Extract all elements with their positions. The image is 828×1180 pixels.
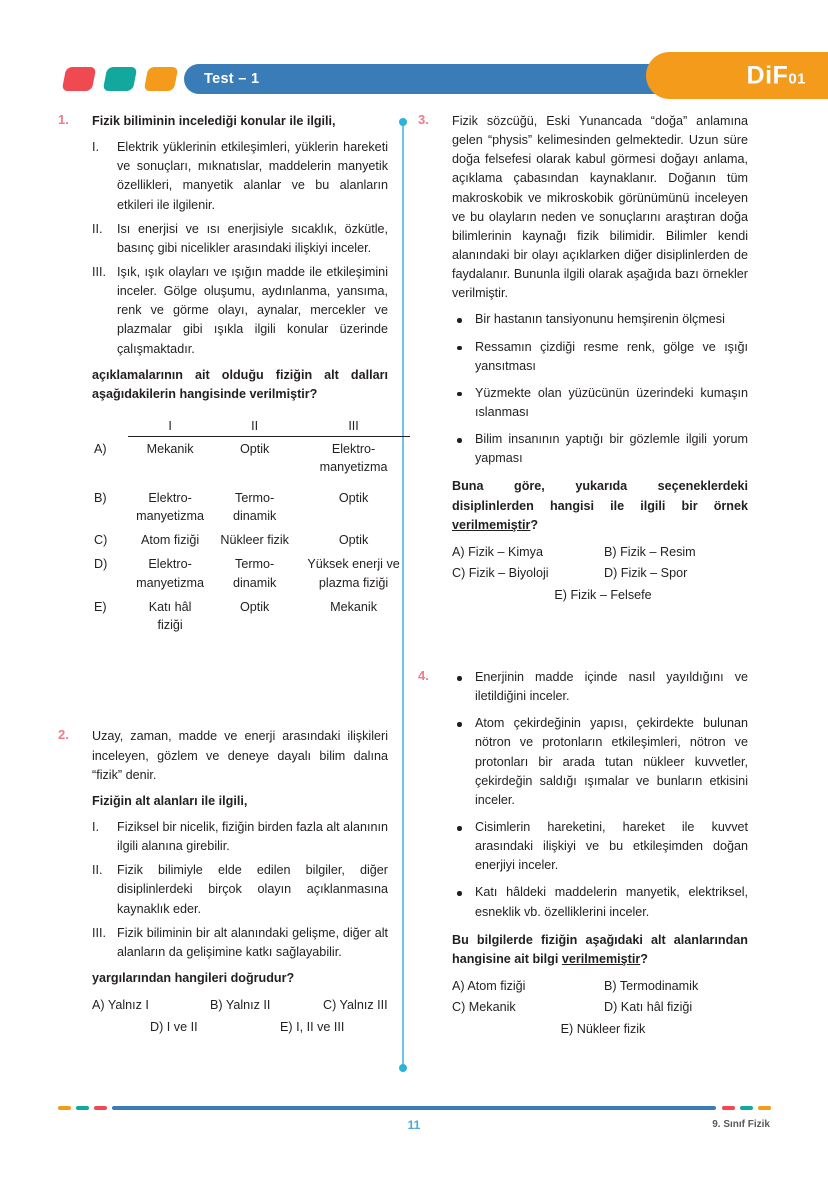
question-1-roman-list — [92, 138, 388, 359]
table-row[interactable] — [92, 437, 410, 480]
option-e[interactable]: E) Nükleer fizik — [560, 1021, 646, 1036]
roman-text: Fiziksel bir nicelik, fiziğin birden fazla alt alanının ilgili alanına girebilir. — [117, 820, 388, 854]
option-label: C) — [94, 533, 108, 548]
roman-item — [92, 138, 388, 215]
question-4-prompt-part-a: Bu bilgilerde fiziğin aşağıdaki alt alanlarından hangisine ait bilgi — [452, 932, 748, 966]
roman-mark: III. — [92, 264, 106, 279]
question-3-options — [452, 542, 748, 606]
question-3-prompt-part-b: ? — [530, 517, 539, 532]
question-2-prompt: yargılarından hangileri doğrudur? — [92, 971, 295, 986]
option-cell: Optik — [338, 533, 369, 548]
option-cell: Optik — [239, 442, 270, 457]
question-3-intro: Fizik sözcüğü, Eski Yunancada “doğa” anlamına gelen “physis” kelimesinden gelmektedir. Uzun süre doğa felsefesi olarak kabul görmesi doğayı anlama, açıklama çabasından kaynaklanır. Doğanın tüm makroskobik ve mikroskobik görünümünü inceleyen ve bu olayların neden ve sonuçlarını araştıran doğa bilimlerinin kaynağı fizik bilimidir. Bilimler kendi alanındaki bir olayı açıklarken diğer disiplinlerden de faydalanır. Bununla ilgili olarak aşağıda bazı örnekler verilmiştir. — [452, 114, 748, 301]
list-item: Enerjinin madde içinde nasıl yayıldığını ve iletildiğini inceler. — [452, 668, 748, 706]
brand-logo-main: DiF — [746, 61, 789, 89]
option-cell: Mekanik — [146, 442, 194, 457]
options-row — [452, 542, 748, 563]
option-e[interactable]: E) Fizik – Felsefe — [554, 587, 652, 602]
options-row — [452, 585, 748, 606]
question-2-lead: Fiziğin alt alanları ile ilgili, — [92, 793, 248, 808]
roman-text: Fizik biliminin bir alt alanındaki gelişme, diğer alt alanların da gelişimine katkı sağlayabilir. — [117, 925, 388, 959]
table-row[interactable] — [92, 552, 410, 595]
option-cell: Optik — [239, 599, 270, 614]
option-cell: Elektro- manyetizma — [136, 490, 205, 523]
question-1 — [58, 112, 400, 637]
option-d[interactable]: D) Katı hâl fiziği — [604, 1000, 693, 1015]
option-cell: Elektro- manyetizma — [319, 442, 388, 475]
list-item: Katı hâldeki maddelerin manyetik, elektriksel, esneklik vb. özelliklerini inceler. — [452, 883, 748, 921]
roman-item — [92, 220, 388, 258]
red-tag-icon — [62, 67, 97, 91]
question-3-number: 3. — [418, 112, 429, 127]
teal-tag-icon — [103, 67, 138, 91]
option-d[interactable]: D) I ve II — [150, 1019, 198, 1034]
roman-item — [92, 818, 388, 856]
question-2-intro: Uzay, zaman, madde ve enerji arasındaki ilişkileri inceleyen, gözlem ve deneye dayalı bilim dalına “fizik” denir. — [92, 729, 388, 782]
question-3 — [418, 112, 748, 606]
question-2-number: 2. — [58, 727, 69, 743]
option-cell: Termo- dinamik — [232, 557, 277, 590]
footer-dash-teal-left-icon — [76, 1106, 89, 1110]
footer-dash-red-left-icon — [94, 1106, 107, 1110]
footer-dash-orange-left-icon — [58, 1106, 71, 1110]
question-4-prompt — [452, 931, 748, 969]
option-d[interactable]: D) Fizik – Spor — [604, 566, 688, 581]
option-cell: Nükleer fizik — [220, 533, 289, 548]
table-corner — [92, 414, 128, 437]
roman-item — [92, 924, 388, 962]
option-b[interactable]: B) Fizik – Resim — [604, 544, 696, 559]
roman-mark: II. — [92, 221, 103, 236]
options-row — [452, 563, 748, 584]
question-4 — [418, 668, 748, 1040]
footer-subject-label: 9. Sınıf Fizik — [712, 1119, 770, 1130]
roman-text: Isı enerjisi ve ısı enerjisiyle sıcaklık, özkütle, basınç gibi nicelikler arasındaki ilişkiyi inceler. — [117, 221, 388, 255]
option-b[interactable]: B) Yalnız II — [210, 998, 271, 1013]
option-a[interactable]: A) Fizik – Kimya — [452, 544, 543, 559]
question-2-roman-list — [92, 818, 388, 962]
page-number: 11 — [407, 1118, 421, 1132]
table-row[interactable] — [92, 595, 410, 638]
roman-mark: III. — [92, 925, 106, 940]
question-1-prompt: açıklamalarının ait olduğu fiziğin alt dalları aşağıdakilerin hangisinde verilmiştir? — [92, 367, 388, 401]
divider-dot-bottom-icon — [399, 1064, 407, 1072]
left-column — [58, 112, 400, 1064]
roman-item — [92, 861, 388, 918]
list-item: Ressamın çizdiği resme renk, gölge ve ışığı yansıtması — [452, 338, 748, 376]
question-3-prompt-underlined: verilmemiştir — [452, 517, 531, 532]
option-label: A) — [94, 441, 107, 456]
options-row — [92, 1017, 388, 1038]
table-row[interactable] — [92, 528, 410, 552]
list-item: Bir hastanın tansiyonunu hemşirenin ölçmesi — [452, 310, 748, 329]
question-4-prompt-part-b: ? — [640, 951, 648, 966]
question-3-prompt — [452, 477, 748, 534]
table-row[interactable] — [92, 480, 410, 529]
question-3-prompt-part-a: Buna göre, yukarıda seçeneklerdeki disiplinlerden hangisi ile ilgili bir örnek — [452, 479, 748, 513]
question-4-bullet-list — [452, 668, 748, 922]
table-col-header: III — [297, 414, 410, 437]
question-1-options-table — [92, 414, 410, 638]
option-a[interactable]: A) Yalnız I — [92, 998, 149, 1013]
question-3-bullet-list — [452, 310, 748, 468]
option-cell: Atom fiziği — [141, 533, 200, 548]
roman-mark: I. — [92, 140, 99, 155]
orange-tag-icon — [144, 67, 179, 91]
list-item: Cisimlerin hareketini, hareket ile kuvvet arasındaki ilişkiyi ve bu etkileşimden doğan enerjiyi inceler. — [452, 818, 748, 875]
roman-mark: II. — [92, 863, 103, 878]
option-cell: Mekanik — [330, 599, 378, 614]
option-b[interactable]: B) Termodinamik — [604, 979, 699, 993]
options-row — [452, 1019, 748, 1040]
roman-text: Işık, ışık olayları ve ışığın madde ile etkileşimini inceler. Gölge oluşumu, aydınlanma, yansıma, renk ve görme olayı, aynalar, mercekler ve plazmalar gibi ışıkla ilgili konular üzerinde çalışmaktadır. — [117, 264, 388, 356]
option-label: E) — [94, 599, 107, 614]
option-e[interactable]: E) I, II ve III — [280, 1019, 345, 1034]
option-c[interactable]: C) Yalnız III — [323, 998, 388, 1013]
footer-dash-teal-right-icon — [740, 1106, 753, 1110]
question-4-prompt-underlined: verilmemiştir — [561, 951, 641, 966]
roman-item — [92, 263, 388, 359]
option-cell: Yüksek enerji ve plazma fiziği — [307, 557, 400, 590]
test-title-label: Test – 1 — [204, 71, 260, 87]
list-item: Bilim insanının yaptığı bir gözlemle ilgili yorum yapması — [452, 430, 748, 468]
footer-dash-orange-right-icon — [758, 1106, 771, 1110]
page-footer — [0, 1090, 828, 1180]
question-2 — [58, 727, 388, 1038]
question-4-options — [452, 976, 748, 1040]
option-label: B) — [94, 490, 107, 505]
options-row — [92, 995, 388, 1016]
option-c[interactable]: C) Fizik – Biyoloji — [452, 566, 549, 581]
page-header — [0, 0, 828, 110]
table-header-row — [92, 414, 410, 437]
question-2-options — [92, 995, 388, 1038]
option-a[interactable]: A) Atom fiziği — [452, 979, 526, 993]
question-1-lead: Fizik biliminin incelediği konular ile ilgili, — [92, 114, 336, 128]
roman-mark: I. — [92, 820, 99, 835]
list-item: Yüzmekte olan yüzücünün üzerindeki kumaşın ıslanması — [452, 384, 748, 422]
options-row — [452, 976, 748, 997]
brand-logo-text — [646, 61, 806, 90]
brand-logo-plate — [646, 52, 828, 99]
options-row — [452, 997, 748, 1018]
option-cell: Optik — [338, 490, 369, 505]
option-label: D) — [94, 557, 108, 572]
header-decorative-tags — [64, 67, 176, 91]
question-1-number: 1. — [58, 112, 69, 127]
question-4-number: 4. — [418, 668, 429, 684]
table-col-header: II — [212, 414, 297, 437]
brand-logo-suffix: 01 — [788, 70, 806, 87]
divider-dot-top-icon — [399, 118, 407, 126]
footer-rule — [112, 1106, 716, 1110]
option-c[interactable]: C) Mekanik — [452, 1000, 516, 1015]
option-cell: Katı hâl fiziği — [148, 599, 192, 633]
list-item: Atom çekirdeğinin yapısı, çekirdekte bulunan nötron ve protonların etkileşimleri, nötron ve protonları bir arada tutan nükleer kuvvetler, çekirdeğin saldığı ışımalar ve bunların etkisini inceler. — [452, 714, 748, 810]
option-cell: Elektro- manyetizma — [136, 557, 205, 590]
table-col-header: I — [128, 414, 212, 437]
right-column — [418, 112, 748, 1066]
footer-dash-red-right-icon — [722, 1106, 735, 1110]
option-cell: Termo- dinamik — [232, 490, 277, 523]
roman-text: Elektrik yüklerinin etkileşimleri, yüklerin hareketi ve sonuçları, mıknatıslar, maddelerin manyetik özellikleri, manyetik alanlar ve bu alanların etkileri ile ilgilenir. — [117, 140, 388, 212]
roman-text: Fizik bilimiyle elde edilen bilgiler, diğer disiplinlerdeki birçok olayın açıklanmasına kaynaklık eder. — [117, 863, 388, 916]
